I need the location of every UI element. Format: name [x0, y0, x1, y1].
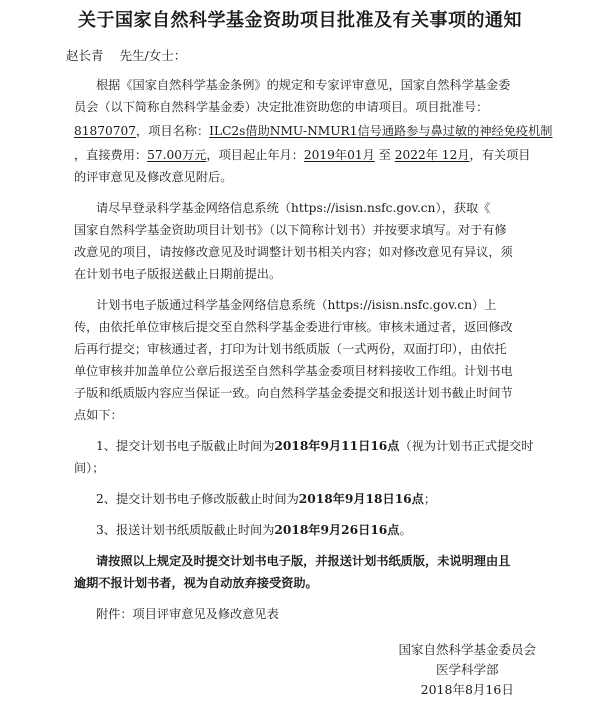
deadline-item-3 [96, 521, 412, 539]
deadline-2-label: 2、提交计划书电子修改版截止时间为 [96, 492, 299, 506]
document-title: 关于国家自然科学基金资助项目批准及有关事项的通知 [78, 10, 522, 31]
signature-block [398, 640, 536, 700]
para1-line3 [74, 122, 552, 140]
notice-line2: 逾期不报计划书者，视为自动放弃接受资助。 [74, 576, 318, 590]
para1-line2: 员会（以下简称自然科学基金委）决定批准资助您的申请项目。项目批准号： [74, 100, 489, 114]
recipient-name: 赵长青 [66, 48, 104, 63]
direct-cost-label: ，直接费用： [74, 148, 148, 162]
para3-line1: 计划书电子版通过科学基金网络信息系统（https://isisn.nsfc.gov.cn）上 [96, 298, 497, 312]
deadline-2-punct: ； [423, 492, 437, 506]
deadline-1-note: （视为计划书正式提交时 [399, 439, 534, 453]
project-name: ILC2s借助NMU-NMUR1信号通路参与鼻过敏的神经免疫机制 [209, 124, 553, 138]
project-name-label: ，项目名称： [136, 124, 210, 138]
deadline-1-label: 1、提交计划书电子版截止时间为 [96, 439, 275, 453]
signature-date: 2018年8月16日 [420, 682, 514, 697]
end-date: 2022年 12月 [394, 148, 470, 162]
deadline-item-2 [96, 490, 436, 508]
deadline-3-time: 2018年9月26日16点 [274, 523, 400, 537]
project-number: 81870707 [74, 124, 137, 138]
direct-cost: 57.00万元 [147, 148, 207, 162]
deadline-item-1 [96, 437, 534, 455]
deadline-item-1-cont: 间）； [74, 461, 105, 475]
para3-line4: 单位审核并加盖单位公章后报送至自然科学基金委项目材料接收工作组。计划书电 [74, 364, 513, 378]
signature-org: 国家自然科学基金委员会 [398, 642, 536, 657]
salutation [66, 46, 186, 64]
para2-line3: 改意见的项目，请按修改意见及时调整计划书相关内容；如对修改意见有异议，须 [74, 245, 513, 259]
attachment-note: 附件：项目评审意见及修改意见表 [96, 607, 279, 621]
start-date: 2019年01月 [303, 148, 375, 162]
para2-line4: 在计划书电子版报送截止日期前提出。 [74, 267, 282, 281]
para2-line1: 请尽早登录科学基金网络信息系统（https://isisn.nsfc.gov.cn），获取《 [96, 201, 491, 215]
period-to: 至 [378, 148, 391, 162]
deadline-1-time: 2018年9月11日16点 [274, 439, 400, 453]
para3-line2: 传，由依托单位审核后提交至自然科学基金委进行审核。审核未通过者，返回修改 [74, 320, 513, 334]
para3-line6: 点如下： [74, 408, 123, 422]
para3-line3: 后再行提交；审核通过者，打印为计划书纸质版（一式两份，双面打印），由依托 [74, 342, 507, 356]
para1-line5: 的评审意见及修改意见附后。 [74, 170, 233, 184]
para1-tail: ，有关项目 [469, 148, 531, 162]
para3-line5: 子版和纸质版内容应当保证一致。向自然科学基金委提交和报送计划书截止时间节 [74, 386, 513, 400]
para2-line2: 国家自然科学基金资助项目计划书》（以下简称计划书）并按要求填写。对于有修 [74, 223, 507, 237]
deadline-3-label: 3、报送计划书纸质版截止时间为 [96, 523, 275, 537]
deadline-2-time: 2018年9月18日16点 [298, 492, 424, 506]
recipient-honorific: 先生/女士： [119, 48, 187, 63]
period-label: ，项目起止年月： [206, 148, 304, 162]
para1-line4 [74, 146, 530, 164]
deadline-3-punct: 。 [399, 523, 412, 537]
notice-line1: 请按照以上规定及时提交计划书电子版，并报送计划书纸质版，未说明理由且 [96, 554, 511, 568]
signature-dept: 医学科学部 [435, 662, 499, 677]
para1-line1: 根据《国家自然科学基金条例》的规定和专家评审意见，国家自然科学基金委 [96, 78, 511, 92]
